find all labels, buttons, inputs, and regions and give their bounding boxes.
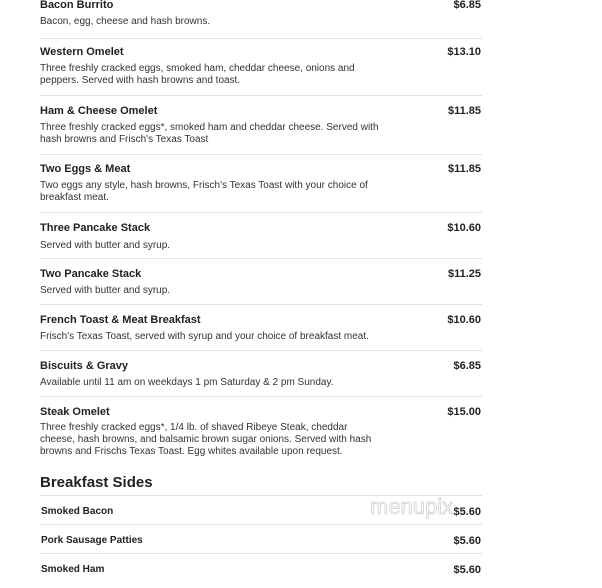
menu-item-three-pancake-stack [40, 213, 482, 259]
side-item-smoked-ham [40, 553, 482, 582]
menu-item-two-eggs-meat [40, 155, 482, 213]
item-name: Western Omelet [40, 46, 124, 58]
item-description: Served with butter and syrup. [40, 240, 171, 251]
item-description: Three freshly cracked eggs, smoked ham, cheddar cheese, onions and peppers. Served with hash browns and toast. [40, 63, 355, 86]
item-description: Served with butter and syrup. [40, 285, 171, 296]
item-description: Two eggs any style, hash browns, Frisch's Texas Toast with your choice of breakfast meat. [40, 180, 368, 203]
item-name: French Toast & Meat Breakfast [40, 314, 201, 326]
item-name: Steak Omelet [40, 406, 110, 418]
section-title-breakfast-sides: Breakfast Sides [40, 474, 153, 491]
item-price: $6.85 [453, 0, 481, 11]
item-name: Biscuits & Gravy [40, 360, 129, 372]
item-price: $11.85 [447, 163, 481, 175]
item-description: Frisch's Texas Toast, served with syrup and your choice of breakfast meat. [40, 331, 369, 342]
side-item-pork-sausage [40, 524, 482, 553]
menu-item-western-omelet [40, 39, 482, 96]
item-description: Available until 11 am on weekdays 1 pm Saturday & 2 pm Sunday. [40, 377, 334, 388]
item-description: Bacon, egg, cheese and hash browns. [40, 16, 211, 27]
item-price: $10.60 [447, 314, 481, 326]
side-name: Smoked Ham [41, 564, 105, 575]
menu-item-ham-cheese-omelet [40, 96, 482, 155]
menu-list [40, 0, 482, 467]
side-name: Smoked Bacon [41, 506, 114, 517]
side-price: $5.60 [453, 564, 481, 576]
menu-item-two-pancake-stack [40, 259, 482, 305]
menu-item-steak-omelet [40, 397, 482, 467]
side-name: Pork Sausage Patties [41, 535, 143, 546]
item-name: Ham & Cheese Omelet [40, 105, 158, 117]
side-price: $5.60 [453, 506, 481, 518]
side-price: $5.60 [453, 535, 481, 547]
item-name: Two Eggs & Meat [40, 163, 131, 175]
item-price: $10.60 [447, 222, 481, 234]
svg-text:menupix: menupix [370, 494, 454, 519]
menupix-watermark [368, 492, 480, 522]
menu-item-french-toast-meat [40, 305, 482, 351]
item-description: Three freshly cracked eggs*, 1/4 lb. of shaved Ribeye Steak, cheddar cheese, hash browns, and balsamic brown sugar onions. Served with hash browns and Frischs Texas Toast. Egg whites available upon request. [40, 422, 372, 457]
item-price: $11.85 [447, 105, 481, 117]
item-name: Three Pancake Stack [40, 222, 151, 234]
item-description: Three freshly cracked eggs*, smoked ham and cheddar cheese. Served with hash browns and Frisch's Texas Toast [40, 122, 379, 145]
menu-item-biscuits-gravy [40, 351, 482, 397]
item-name: Bacon Burrito [40, 0, 114, 11]
item-name: Two Pancake Stack [40, 268, 142, 280]
menu-item-bacon-burrito [40, 0, 482, 39]
item-price: $13.10 [447, 46, 481, 58]
item-price: $15.00 [447, 406, 481, 418]
item-price: $11.25 [447, 268, 481, 280]
item-price: $6.85 [453, 360, 481, 372]
